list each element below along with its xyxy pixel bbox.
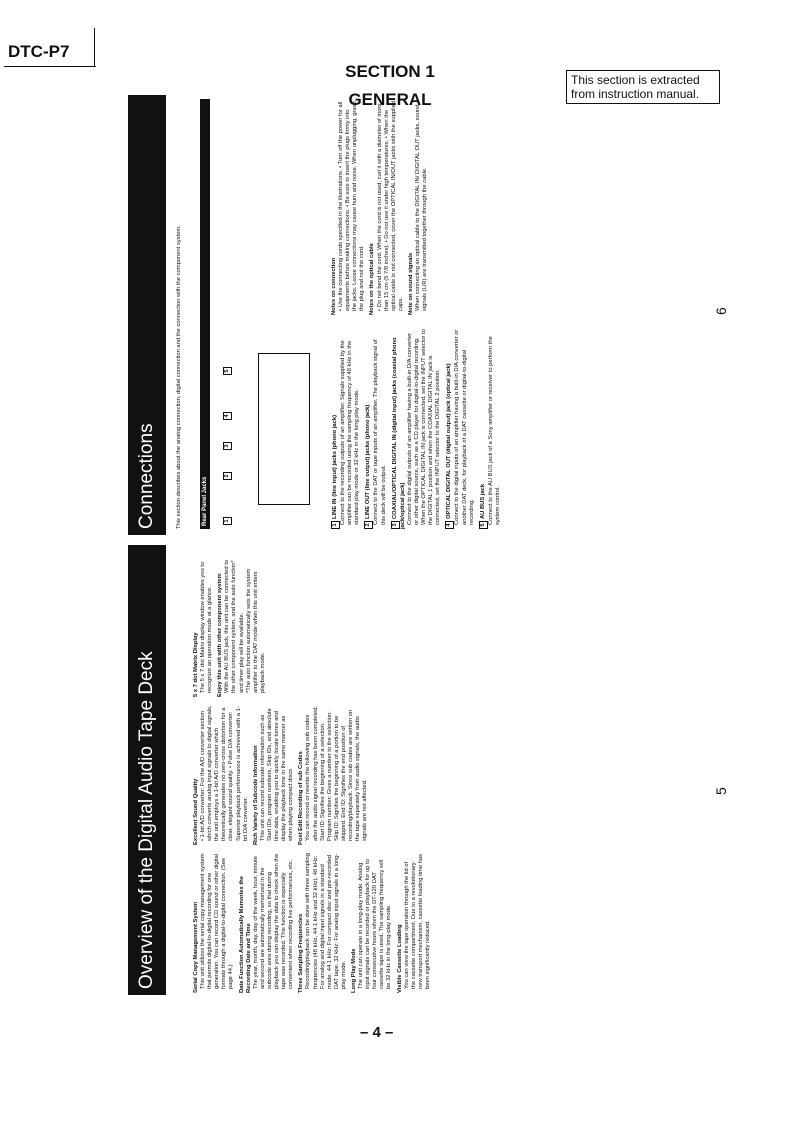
- jack-number: 4: [445, 521, 454, 529]
- extract-note: This section is extracted from instruction manual.: [566, 70, 720, 104]
- diagram-callout: 3: [223, 442, 232, 450]
- feature-text: The unit can operate in a long-play mode. Analog input signals can be recorded or playback for up to four consecutive hours when the DT-120 DAT cassette tape is used. The sampling frequency will be 32 kHz in the long-play mode.: [358, 859, 393, 989]
- rotated-manual-page: [118, 85, 758, 1005]
- jack-heading: AU BUS jack: [479, 483, 486, 519]
- model-label: DTC-P7: [8, 42, 70, 61]
- jack-text: Connect to the recording outputs of an amplifier. Signals supplied by the amplifier can be recorded using the sampling frequency of 48 kHz in the standard play mode or 32 kHz in the long play mode.: [340, 340, 361, 525]
- feature-heading: Serial Copy Management System: [193, 901, 199, 993]
- connections-title: Connections: [128, 95, 166, 535]
- jack-heading-row: [331, 329, 340, 529]
- feature-text: Recording/playback can be done with three sampling frequencies (48 kHz, 44.1 kHz and 32 kHz). 48 kHz: For analog and digital input signals in a standard mode. 44.1 kHz: For compact disc and pre-recorded DAT tape. 32 kHz: For analog input signals in a long-play mode.: [305, 853, 347, 989]
- note-text: • Use the connecting cords specified in the illustrations. • Turn off the power for all equipments before making connections. • Be sure to insert the plugs firmly into the jacks. Loose connections may cause hum and noise. When unplugging, grasp the plug and not the cord.: [338, 101, 366, 311]
- jack-number: 2: [364, 521, 373, 529]
- diagram-callout: 2: [223, 472, 232, 480]
- feature-text: With the AU BUS jack, this unit can be connected to the other component system, and the auto function* and timer play will be available.: [224, 559, 245, 693]
- note-heading: Note on sound signals: [407, 252, 414, 315]
- diagram-callout: 1: [223, 517, 232, 525]
- feature-text: You can view the tape operation through the lid of the cassette compartment. Due to a revolutionary new transport mechanism, cassette loading time has been significantly reduced.: [403, 853, 431, 989]
- feature-heading: Visible Cassette Loading: [396, 924, 403, 993]
- overview-column-3: [190, 557, 267, 697]
- page-number-5: 5: [713, 787, 729, 795]
- feature-text: This unit utilizes the serial copy management system that permits digital-to-digital recording for one generation. You can record CD sound or other digital formats through a digital-to-digital connection. (See page 44.): [200, 853, 235, 989]
- feature-text: • 1-bit A/D converter: For the A/D converter section which converts analog input signals to digital signals, the unit employs a 1-bit A/D converter which theoretically generates no zero-cross distortion for a clear, elegant sound quality. • Pulse D/A converter: Superior playback performance is achieved with a 1-bit D/A converter.: [200, 705, 249, 841]
- connections-intro: This section describes about the analog connection, digital connection and the connection with the component system.: [176, 225, 182, 529]
- overview-title: Overview of the Digital Audio Tape Deck: [128, 545, 166, 995]
- overview-column-2: [190, 705, 369, 845]
- jack-heading: LINE IN (line input) jacks (phono jack): [332, 414, 338, 519]
- note-text: • Do not bend the cord. When the cord is not used, curl it with a diameter of more than 15 cm (5 7/8 inches). • Do not use it under high temperatures. • When the optical cable is not connected, cover the OPTICAL IN/OUT jacks with the supplied caps.: [376, 100, 404, 311]
- section-title: SECTION 1: [345, 62, 435, 81]
- header-rule-horizontal: [4, 66, 96, 67]
- header-rule-vertical: [94, 28, 95, 66]
- jacks-list: [328, 329, 502, 529]
- section-subtitle: GENERAL: [348, 90, 432, 109]
- jack-heading: OPTICAL DIGITAL OUT (digital output) jack (optical jack): [446, 363, 453, 519]
- note-heading: Notes on connection: [331, 257, 337, 315]
- jack-heading: LINE OUT (line output) jacks (phono jack): [365, 404, 372, 519]
- jack-text: Connect to the AU BUS jack of a Sony amplifier or receiver to perform the system control.: [487, 336, 501, 525]
- rear-panel-diagram: [218, 295, 318, 525]
- jack-number: 5: [479, 521, 488, 529]
- note-text: When connecting an optical cable to the DIGITAL IN/ DIGITAL OUT jacks, sound signals (L/R) are transmitted together through the cable.: [415, 104, 429, 311]
- feature-text: You can record or rewrite the following sub codes after the audio signal recording has been completed. Start ID: Signifies the beginning of a selection. Program number: Gives a number to the selection. Skip ID: Signifies the beginning of a portion to be skipped. End ID: Signifies the end position of recording/playback. Since sub codes are written on the tape separately from audio signals, the audio signals are not affected.: [305, 705, 369, 841]
- jack-text: Connect to the digital outputs of an amplifier having a built-in D/A converter or other digital source, such as a CD player for digital-to-digital recording. When the OPTICAL DIGITAL IN jack is connected, set the INPUT selector to the DIGITAL 1 position and when the COAXIAL DIGITAL IN jack is connected, set the INPUT selector to the DIGITAL 2 position.: [406, 329, 442, 525]
- overview-column-1: [190, 853, 432, 993]
- page-number-6: 6: [713, 307, 729, 315]
- page-footer: – 4 –: [360, 1024, 394, 1041]
- feature-heading: Three Sampling Frequencies: [298, 913, 305, 993]
- note-heading: Notes on the optical cable: [369, 243, 376, 315]
- feature-heading: Post Edit Recording of sub Codes: [298, 751, 305, 845]
- feature-heading: Date Function Automatically Memories the Recording Date and Time: [238, 875, 252, 993]
- jack-text: Connect to the DAT or tape inputs of an amplifier. The playback signal of this deck will be output.: [373, 339, 387, 525]
- notes-list: [328, 100, 429, 315]
- jack-heading-row: [479, 329, 488, 529]
- diagram-callout: 5: [223, 367, 232, 375]
- jack-number: 3: [391, 521, 400, 529]
- feature-text: The 5 x 7 dot Matrix display window enables you to recognize an operation mode at a glance.: [200, 561, 214, 693]
- diagram-callout: 4: [223, 412, 232, 420]
- jack-heading-row: [445, 329, 454, 529]
- feature-text: The year, month, day, day of the week, hour, minute and second are automatically memorized in the subcode area during recording, so that during playback you can display the data to check when the tape was recorded. This function is especially convenient when recording live performances, etc.: [252, 853, 295, 989]
- jack-text: Connect to the digital inputs of an amplifier having a built-in D/A converter or another DAT deck, for playback of a DAT cassette or digital-to-digital recording.: [454, 329, 475, 525]
- deck-rear-outline: [258, 353, 310, 505]
- feature-text: This unit can record subcode information such as Start IDs, program numbers, Skip IDs, and absolute time data, enabling you to quickly locate tunes and display the playback time in the same manner as when playing compact discs.: [259, 708, 295, 841]
- feature-heading: Rich Variety of Subcode Information: [252, 745, 259, 845]
- feature-heading: Long Play Mode: [350, 948, 357, 993]
- feature-heading: Excellent Sound Quality: [193, 778, 199, 845]
- rear-panel-heading: Rear Panel Jacks: [200, 99, 210, 529]
- feature-text: *The auto function automatically sets the system amplifier to the DAT mode when this unit enters playback mode.: [245, 568, 266, 693]
- jack-heading: COAXIAL/OPTICAL DIGITAL IN (digital input) jacks (coaxial phono jack/optical jack): [391, 337, 406, 529]
- jack-number: 1: [331, 521, 340, 529]
- feature-heading: 5 x 7 dot Matrix Display: [193, 632, 199, 697]
- feature-heading: Enjoy this unit with other component system: [217, 573, 224, 697]
- jack-heading-row: [364, 329, 373, 529]
- jack-heading-row: [391, 329, 407, 529]
